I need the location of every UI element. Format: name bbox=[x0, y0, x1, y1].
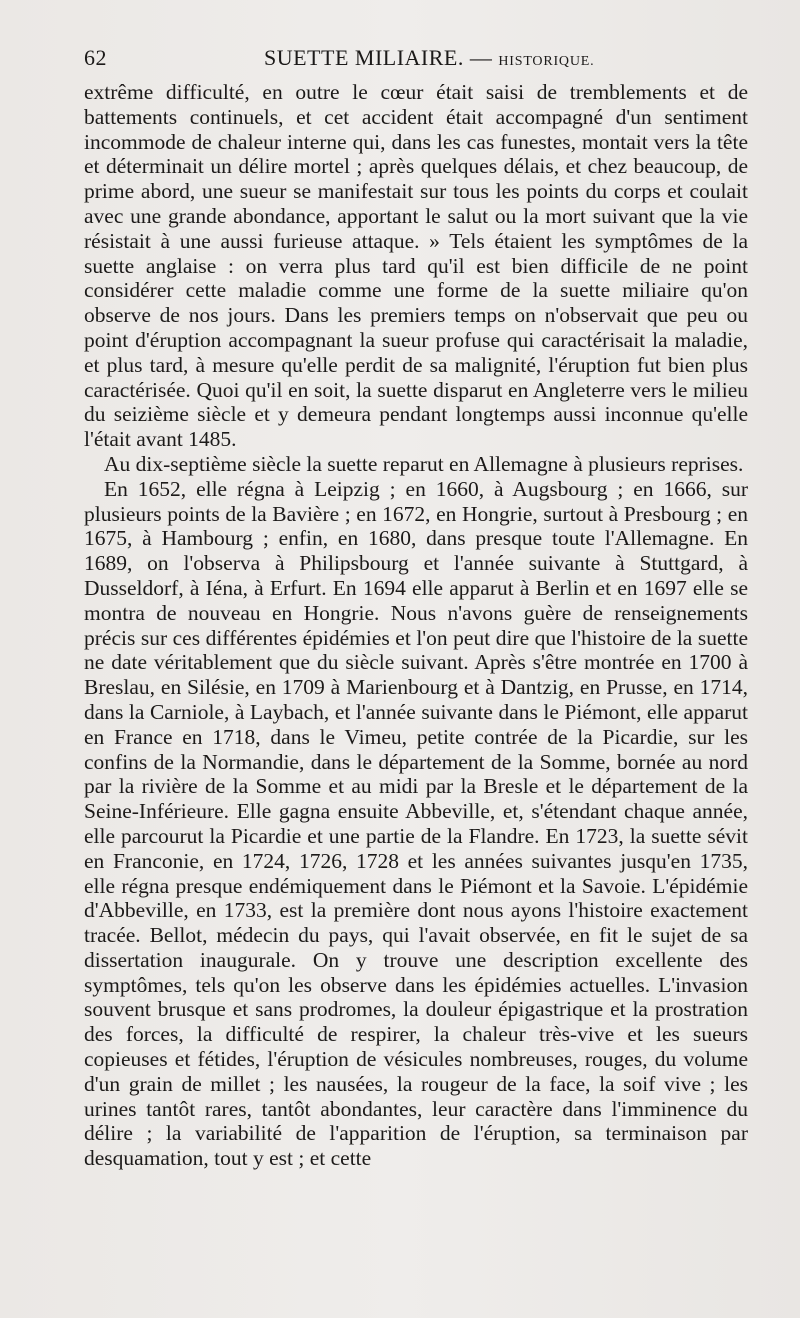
running-header bbox=[84, 45, 748, 73]
body-text bbox=[84, 80, 748, 1171]
section-title: HISTORIQUE. bbox=[498, 54, 595, 69]
page-number: 62 bbox=[84, 45, 107, 70]
paragraph: extrême difficulté, en outre le cœur était saisi de tremblements et de battements continuels, et cet accident était accompagné d'un sentiment incommode de chaleur interne qui, dans les cas funestes, montait vers la tête et déterminait un délire mortel ; après quelques délais, et chez beaucoup, de prime abord, une sueur se manifestait sur tous les points du corps et coulait avec une grande abondance, apportant le salut ou la mort suivant que la vie résistait à une aussi furieuse attaque. » Tels étaient les symptômes de la suette anglaise : on verra plus tard qu'il est bien difficile de ne point considérer cette maladie comme une forme de la suette miliaire qu'on observe de nos jours. Dans les premiers temps on n'observait que peu ou point d'éruption accompagnant la sueur profuse qui caractérisait la maladie, et plus tard, à mesure qu'elle perdit de sa malignité, l'éruption fut bien plus caractérisée. Quoi qu'il en soit, la suette disparut en Angleterre vers le milieu du seizième siècle et y demeura pendant longtemps aussi inconnue qu'elle l'était avant 1485. bbox=[84, 80, 748, 452]
chapter-title: SUETTE MILIAIRE. — bbox=[264, 45, 493, 70]
paragraph: En 1652, elle régna à Leipzig ; en 1660, à Augsbourg ; en 1666, sur plusieurs points de la Bavière ; en 1672, en Hongrie, surtout à Presbourg ; en 1675, à Hambourg ; enfin, en 1680, dans presque toute l'Allemagne. En 1689, on l'observa à Philipsbourg et l'année suivante à Stuttgard, à Dusseldorf, à Iéna, à Erfurt. En 1694 elle apparut à Berlin et en 1697 elle se montra de nouveau en Hongrie. Nous n'avons guère de renseignements précis sur ces différentes épidémies et l'on peut dire que l'histoire de la suette ne date véritablement que du siècle suivant. Après s'être montrée en 1700 à Breslau, en Silésie, en 1709 à Marienbourg et à Dantzig, en Prusse, en 1714, dans la Carniole, à Laybach, et l'année suivante dans le Piémont, elle apparut en France en 1718, dans le Vimeu, petite contrée de la Picardie, sur les confins de la Normandie, dans le département de la Somme, bornée au nord par la rivière de la Somme et au midi par la Bresle et le département de la Seine-Inférieure. Elle gagna ensuite Abbeville, et, s'étendant chaque année, elle parcourut la Picardie et une partie de la Flandre. En 1723, la suette sévit en Franconie, en 1724, 1726, 1728 et les années suivantes jusqu'en 1735, elle régna presque endémiquement dans le Piémont et la Savoie. L'épidémie d'Abbeville, en 1733, est la première dont nous ayons l'histoire exactement tracée. Bellot, médecin du pays, qui l'avait observée, en fit le sujet de sa dissertation inaugurale. On y trouve une description excellente des symptômes, tels qu'on les observe dans les épidémies actuelles. L'invasion souvent brusque et sans prodromes, la douleur épigastrique et la prostration des forces, la difficulté de respirer, la chaleur très-vive et les sueurs copieuses et fétides, l'éruption de vésicules nombreuses, rouges, du volume d'un grain de millet ; les nausées, la rougeur de la face, la soif vive ; les urines tantôt rares, tantôt abondantes, leur caractère dans l'imminence du délire ; la variabilité de l'apparition de l'éruption, sa terminaison par desquamation, tout y est ; et cette bbox=[84, 476, 748, 1171]
running-title bbox=[264, 45, 594, 71]
paragraph: Au dix-septième siècle la suette reparut en Allemagne à plusieurs reprises. bbox=[104, 451, 744, 476]
